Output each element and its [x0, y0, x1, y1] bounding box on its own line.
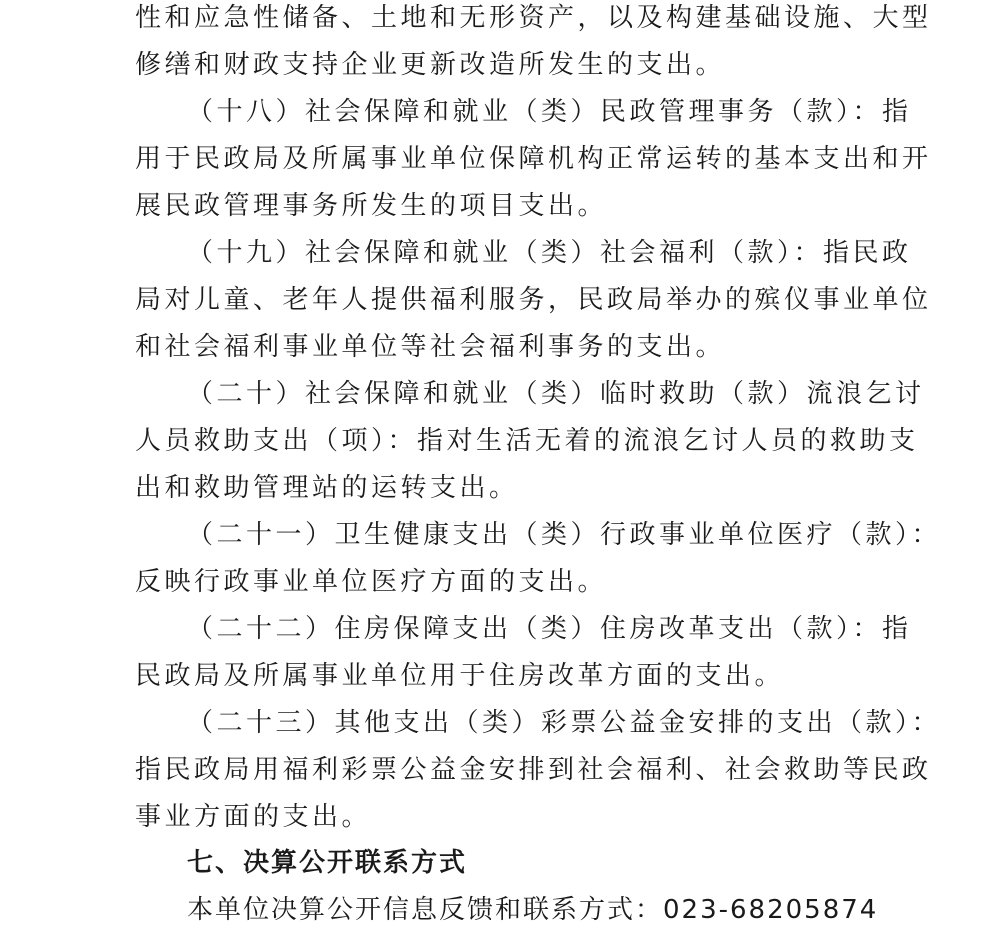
body-line-1: 性和应急性储备、土地和无形资产，以及构建基础设施、大型: [135, 3, 932, 33]
body-line-7: 局对儿童、老年人提供福利服务，民政局举办的殡仪事业单位: [135, 285, 932, 315]
body-line-3: （十八）社会保障和就业（类）民政管理事务（款）：指: [187, 97, 912, 127]
body-line-17: 指民政局用福利彩票公益金安排到社会福利、社会救助等民政: [135, 755, 932, 785]
body-line-18: 事业方面的支出。: [135, 802, 372, 832]
body-line-12: （二十一）卫生健康支出（类）行政事业单位医疗（款）：: [187, 520, 942, 550]
body-line-5: 展民政管理事务所发生的项目支出。: [135, 191, 608, 221]
body-line-8: 和社会福利事业单位等社会福利事务的支出。: [135, 332, 726, 362]
body-line-4: 用于民政局及所属事业单位保障机构正常运转的基本支出和开: [135, 144, 932, 174]
body-line-10: 人员救助支出（项）：指对生活无着的流浪乞讨人员的救助支: [135, 426, 919, 456]
body-line-6: （十九）社会保障和就业（类）社会福利（款）：指民政: [187, 238, 912, 268]
body-line-13: 反映行政事业单位医疗方面的支出。: [135, 567, 608, 597]
body-line-14: （二十二）住房保障支出（类）住房改革支出（款）：指: [187, 614, 912, 644]
contact-line: 本单位决算公开信息反馈和联系方式：023-68205874: [187, 895, 879, 925]
section-heading: 七、决算公开联系方式: [187, 848, 468, 878]
body-line-11: 出和救助管理站的运转支出。: [135, 473, 519, 503]
body-line-2: 修缮和财政支持企业更新改造所发生的支出。: [135, 50, 726, 80]
body-line-15: 民政局及所属事业单位用于住房改革方面的支出。: [135, 661, 785, 691]
body-line-16: （二十三）其他支出（类）彩票公益金安排的支出（款）：: [187, 708, 942, 738]
body-line-9: （二十）社会保障和就业（类）临时救助（款）流浪乞讨: [187, 379, 925, 409]
